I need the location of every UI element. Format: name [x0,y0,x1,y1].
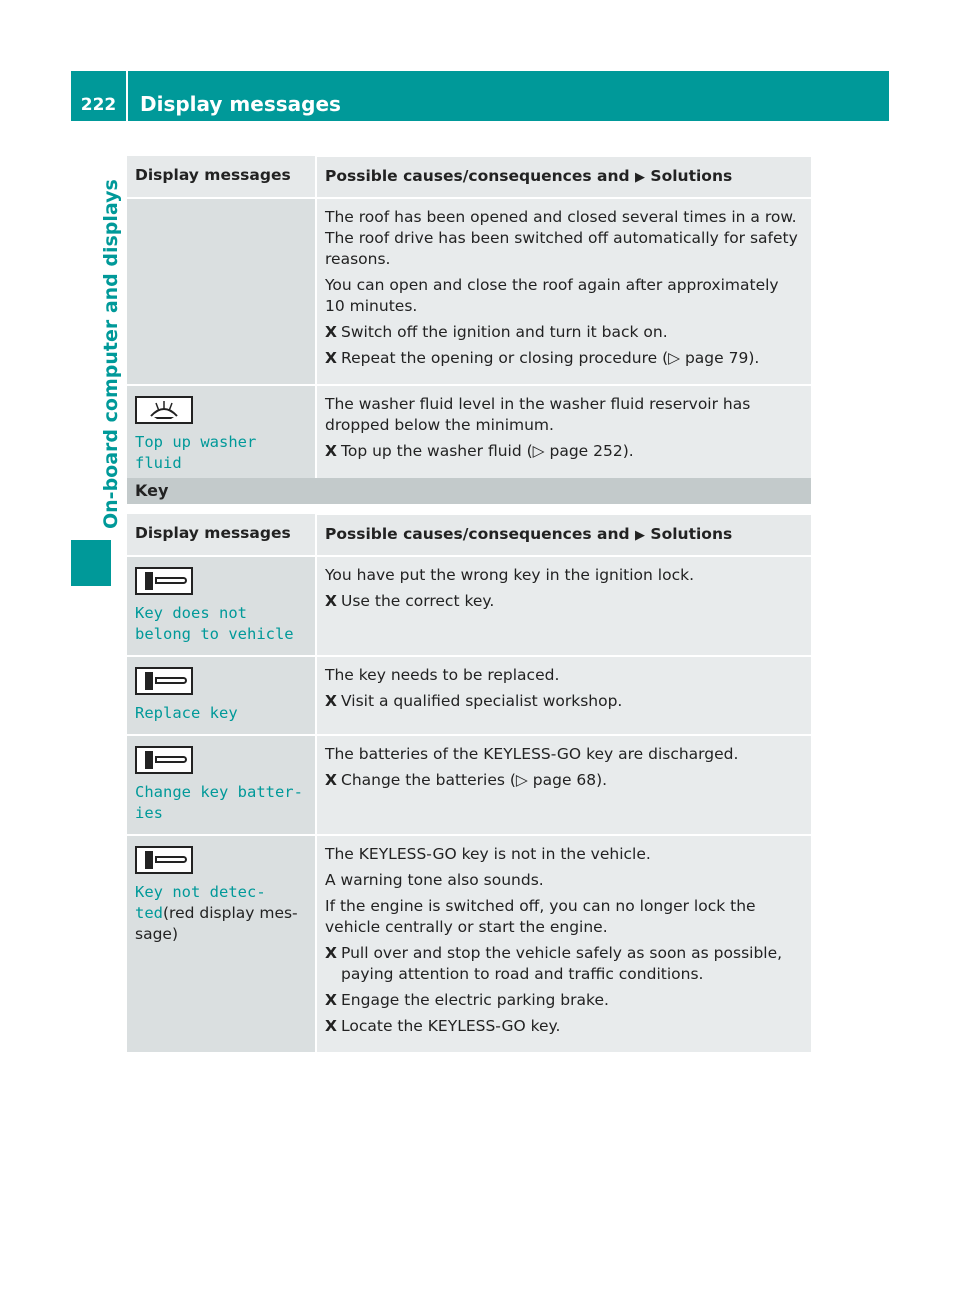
step-item [325,1016,803,1037]
col-header-messages: Display messages [127,156,316,198]
step-marker: X [325,349,337,367]
col-header-messages: Display messages [127,514,316,556]
washer-fluid-icon [135,396,193,424]
display-message: Change key batter‐ ies [135,783,303,822]
display-message: Key not detec‐ ted [135,883,266,922]
page-number: 222 [80,95,117,115]
solution-cell [316,198,811,385]
col-header-causes-text: Possible causes/consequences and [325,525,630,543]
message-cell [127,656,316,735]
step-item [325,990,803,1011]
section-title: Key [135,481,169,500]
step-text: Use the correct key. [341,592,495,610]
step-marker: X [325,991,337,1009]
step-text: Engage the electric parking brake. [341,991,609,1009]
step-item [325,770,803,791]
step-marker: X [325,692,337,710]
table-header [127,514,811,556]
step-marker: X [325,442,337,460]
arrow-icon: ▶ [635,170,646,185]
washer-fluid-icon-svg [137,398,191,422]
side-square [71,540,111,586]
step-item [325,691,803,712]
messages-table-2 [127,513,811,1052]
step-text: Repeat the opening or closing procedure (▷ page 79). [341,349,760,367]
step-item [325,591,803,612]
cause-text: The washer fluid level in the washer fluid reservoir has dropped below the minimum. [325,395,751,434]
step-item [325,322,803,343]
table-row [127,656,811,735]
message-cell [127,198,316,385]
step-text: Change the batteries (▷ page 68). [341,771,608,789]
step-text: Switch off the ignition and turn it back on. [341,323,668,341]
display-message: Replace key [135,704,238,722]
solution-cell [316,656,811,735]
solution-cell [316,385,811,484]
display-message: Top up washer fluid [135,433,257,472]
solution-cell [316,556,811,656]
step-marker: X [325,592,337,610]
cause-text: You can open and close the roof again after approximately 10 minutes. [325,276,779,315]
key-icon [135,667,193,695]
key-icon [135,846,193,874]
display-message-block [135,882,307,945]
table-row [127,835,811,1052]
table-row [127,556,811,656]
step-text: Pull over and stop the vehicle safely as soon as possible, paying attention to road and traffic conditions. [341,944,783,983]
cause-text: If the engine is switched off, you can no longer lock the vehicle centrally or start the engine. [325,897,756,936]
message-cell [127,556,316,656]
header-divider [126,71,128,121]
key-icon [135,746,193,774]
arrow-icon: ▶ [635,528,646,543]
col-header-solutions-text: Solutions [650,167,733,185]
page-title: Display messages [140,92,341,116]
step-item [325,441,803,462]
cause-text: The roof has been opened and closed several times in a row. The roof drive has been switched off automatically for safety reasons. [325,208,798,268]
step-marker: X [325,771,337,789]
table-row [127,735,811,835]
step-text: Locate the KEYLESS-GO key. [341,1017,561,1035]
cause-text: The batteries of the KEYLESS-GO key are discharged. [325,745,739,763]
cause-text: You have put the wrong key in the ignition lock. [325,566,695,584]
step-marker: X [325,944,337,962]
table-row [127,198,811,385]
col-header-solutions-text: Solutions [650,525,733,543]
step-item [325,348,803,369]
table-header [127,156,811,198]
section-heading-key [127,478,811,504]
step-marker: X [325,323,337,341]
step-text: Visit a qualified specialist workshop. [341,692,623,710]
message-cell [127,385,316,484]
col-header-causes [316,514,811,556]
solution-cell [316,735,811,835]
side-label: On-board computer and displays [100,179,122,529]
key-icon [135,567,193,595]
table-row [127,385,811,484]
message-cell [127,835,316,1052]
messages-table-1 [127,155,811,484]
display-message: Key does not belong to vehicle [135,604,294,643]
cause-text: The KEYLESS-GO key is not in the vehicle. [325,845,651,863]
col-header-causes-text: Possible causes/consequences and [325,167,630,185]
col-header-causes [316,156,811,198]
message-cell [127,735,316,835]
step-item [325,943,803,985]
solution-cell [316,835,811,1052]
cause-text: The key needs to be replaced. [325,666,560,684]
step-text: Top up the washer fluid (▷ page 252). [341,442,634,460]
display-message-note: (red display mes‐ sage) [135,904,298,943]
step-marker: X [325,1017,337,1035]
cause-text: A warning tone also sounds. [325,871,544,889]
